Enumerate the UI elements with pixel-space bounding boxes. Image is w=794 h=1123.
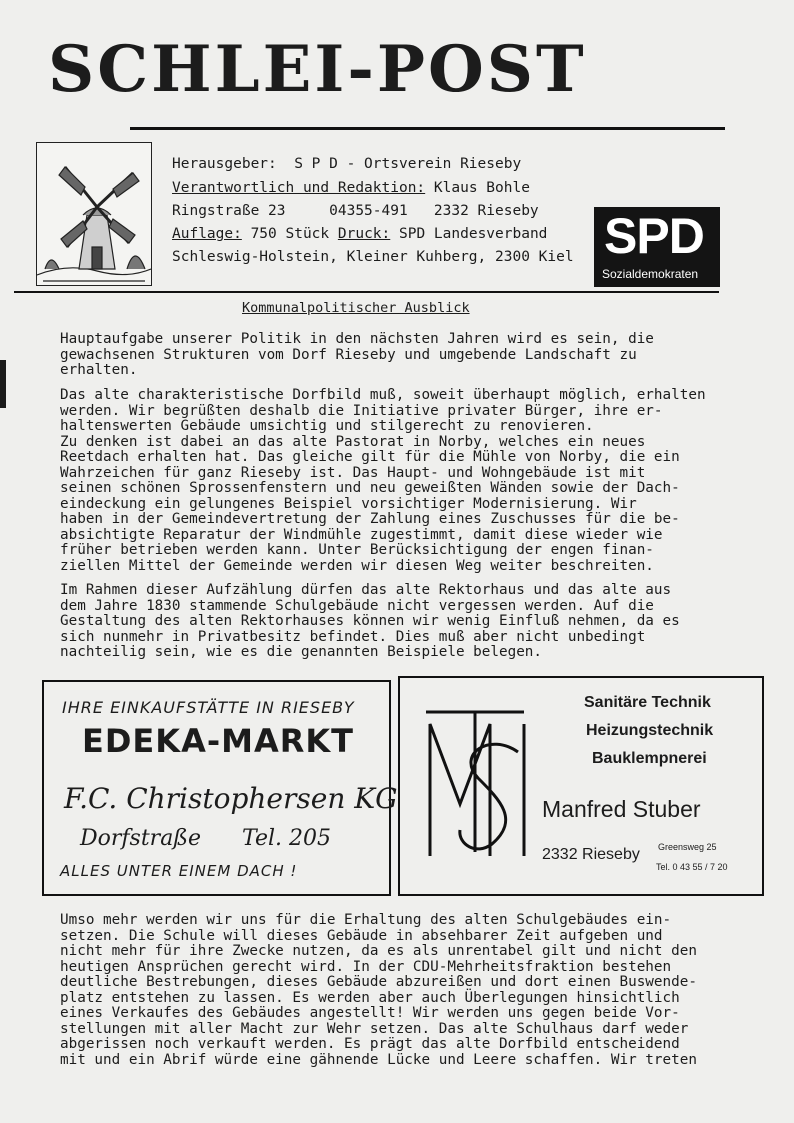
edeka-advertisement: [42, 680, 398, 896]
binder-mark: [0, 360, 6, 408]
windmill-icon: [37, 143, 151, 285]
edeka-owner: F.C. Christophersen KG: [64, 782, 398, 815]
edeka-slogan-bottom: ALLES UNTER EINEM DACH !: [60, 862, 298, 880]
spd-logo-tagline: Sozialdemokraten: [602, 267, 699, 281]
circulation-value: 750 Stück: [241, 226, 338, 242]
impressum-address: Ringstraße 23 04355-491 2332 Rieseby: [172, 203, 539, 219]
impressum-print-address: Schleswig-Holstein, Kleiner Kuhberg, 2300 Kiel: [172, 249, 574, 265]
print-value: SPD Landesverband: [390, 226, 548, 242]
masthead-rule: [130, 127, 725, 130]
edeka-slogan-top: IHRE EINKAUFSTÄTTE IN RIESEBY: [62, 698, 355, 717]
stuber-monogram-icon: [420, 704, 530, 858]
stuber-service-1: Sanitäre Technik: [584, 694, 711, 711]
stuber-service-3: Bauklempnerei: [592, 750, 707, 767]
article-paragraph: Im Rahmen dieser Aufzählung dürfen das alte Rektorhaus und das alte aus dem Jahre 1830 stammende Schulgebäude nicht vergessen werden. Auf die Gestaltung des alten Rektorhauses können wir wenig Einfluß nehmen, da es sich nunmehr in Privatbesitz befindet. Dies muß aber nicht unbedingt nachteilig sein, wie es die genannten Beispiele belegen.: [60, 582, 680, 660]
stuber-name: Manfred Stuber: [542, 796, 701, 822]
stuber-service-2: Heizungstechnik: [586, 722, 714, 739]
article-paragraph: Hauptaufgabe unserer Politik in den nächsten Jahren wird es sein, die gewachsenen Strukturen vom Dorf Rieseby und umgebende Landschaft zu erhalten.: [60, 331, 654, 378]
editor-name: Klaus Bohle: [425, 180, 530, 196]
spd-logo-letters: SPD: [604, 208, 704, 264]
spd-logo: [594, 207, 720, 287]
windmill-logo: [36, 142, 152, 286]
masthead-title: SCHLEI-POST: [48, 32, 587, 107]
stuber-city: 2332 Rieseby: [542, 846, 640, 863]
article-paragraph: Das alte charakteristische Dorfbild muß, soweit überhaupt möglich, erhalten werden. Wir begrüßten deshalb die Initiative privater Bürger, ihre er- haltenswerten Gebäude umsichtig und stilgerecht zu renovieren. Zu denken ist dabei an das alte Pastorat in Norby, welches ein neues Reetdach erhalten hat. Das gleiche gilt für die Mühle von Norby, die ein Wahrzeichen für ganz Rieseby ist. Das Haupt- und Wohngebäude ist mit seinen schönen Sprossenfenstern und neu geweißten Wänden sowie der Dach- eindeckung ein gelungenes Beispiel vorsichtiger Modernisierung. Wir haben in der Gemeindevertretung der Zahlung eines Zuschusses für die be- absichtigte Reparatur der Windmühle zugestimmt, damit diese wieder wie früher betrieben werden kann. Unter Berücksichtigung der engen finan- ziellen Mittel der Gemeinde werden wir diesen Weg weiter beschreiten.: [60, 387, 706, 574]
circulation-label: Auflage:: [172, 226, 242, 242]
stuber-advertisement: [398, 676, 764, 896]
impressum-print: [172, 226, 547, 242]
edeka-street: Dorfstraße: [80, 826, 202, 851]
article-paragraph: Umso mehr werden wir uns für die Erhaltung des alten Schulgebäudes ein- setzen. Die Schule will dieses Gebäude in absehbarer Zeit aufgeben und nicht mehr für ihre Zwecke nutzen, da es als unrentabel gilt und nicht den heutigen Ansprüchen gerecht wird. In der CDU-Mehrheitsfraktion bestehen deutliche Bestrebungen, dieses Gebäude abzureißen und dort einen Buswende- platz entstehen zu lassen. Es werden aber auch Überlegungen hinsichtlich eines Verkaufes des Gebäudes angestellt! Wir werden uns gegen beide Vor- stellungen mit aller Macht zur Wehr setzen. Das alte Schulhaus darf weder abgerissen noch verkauft werden. Es prägt das alte Dorfbild entscheidend mit und ein Abrif würde eine gähnende Lücke und Leere schaffen. Wir treten: [60, 912, 697, 1068]
stuber-street: Greensweg 25: [658, 842, 717, 852]
edeka-market-name: EDEKA-MARKT: [82, 722, 354, 760]
editor-label: Verantwortlich und Redaktion:: [172, 180, 426, 196]
impressum-editor: [172, 180, 530, 196]
print-label: Druck:: [337, 226, 391, 242]
stuber-phone: Tel. 0 43 55 / 7 20: [656, 862, 728, 872]
article-headline: Kommunalpolitischer Ausblick: [242, 300, 470, 316]
edeka-phone: Tel. 205: [242, 826, 331, 851]
impressum-publisher: Herausgeber: S P D - Ortsverein Rieseby: [172, 156, 522, 172]
header-rule: [14, 291, 719, 293]
